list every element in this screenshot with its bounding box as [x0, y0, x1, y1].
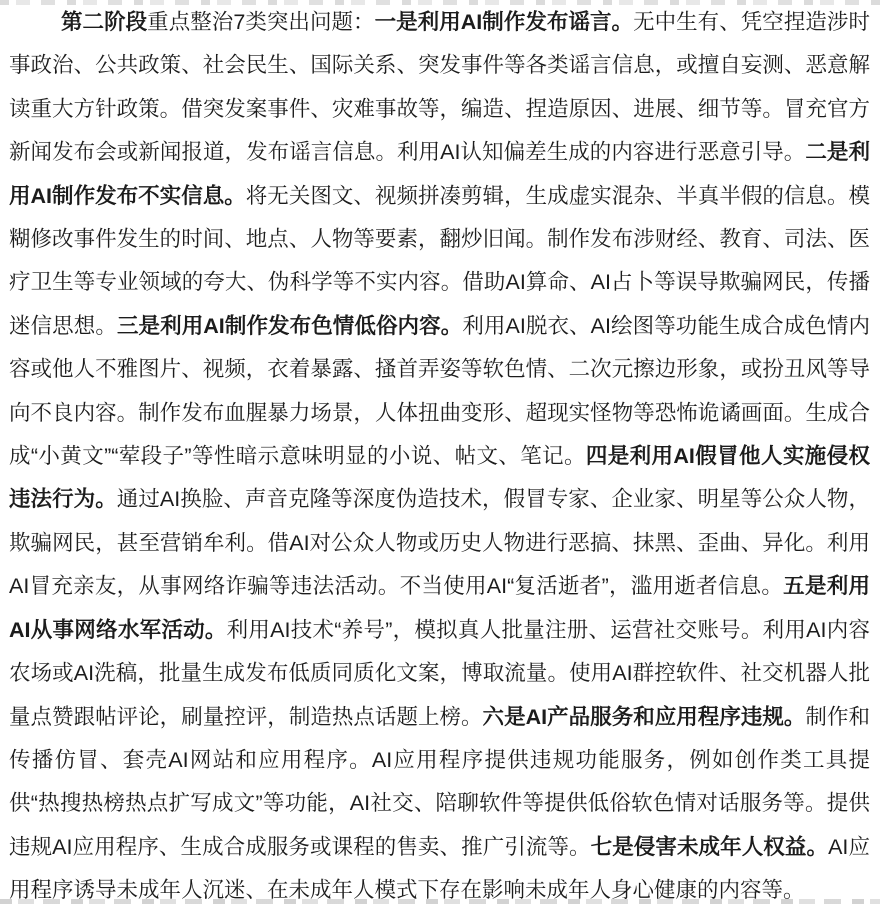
text-run: 通过AI换脸、声音克隆等深度伪造技术，假冒专家、企业家、明星等公众人物，欺骗网民，甚至营销牟利。借AI对公众人物或历史人物进行恶搞、抹黑、歪曲、异化。利用AI冒充亲友，从事网络诈骗等违法活动。不当使用AI“复活逝者”，滥用逝者信息。 [9, 487, 870, 599]
text-run: 重点整治7类突出问题： [147, 10, 375, 34]
text-run: 将无关图文、视频拼凑剪辑，生成虚实混杂、半真半假的信息。模糊修改事件发生的时间、地点、人物等要素，翻炒旧闻。制作发布涉财经、教育、司法、医疗卫生等专业领域的夸大、伪科学等不实内容。借助AI算命、AI占卜等误导欺骗网民，传播迷信思想。 [9, 183, 870, 338]
text-run-bold: 一是利用AI制作发布谣言。 [374, 10, 634, 34]
text-run-bold: 六是AI产品服务和应用程序违规。 [482, 704, 806, 729]
text-run-bold: 四是利用AI假冒他人实施侵权违法行为。 [9, 444, 870, 512]
text-run: 利用AI脱衣、AI绘图等功能生成合成色情内容或他人不雅图片、视频，衣着暴露、搔首弄姿等软色情、二次元擦边形象，或扮丑风等导向不良内容。制作发布血腥暴力场景，人体扭曲变形、超现实怪物等恐怖诡谲画面。生成合成“小黄文”“荤段子”等性暗示意味明显的小说、帖文、笔记。 [9, 313, 870, 469]
text-run-bold: 三是利用AI制作发布色情低俗内容。 [116, 313, 463, 338]
text-run: AI应用程序诱导未成年人沉迷、在未成年人模式下存在影响未成年人身心健康的内容等。 [9, 834, 870, 903]
text-run: 利用AI技术“养号”，模拟真人批量注册、运营社交账号。利用AI内容农场或AI洗稿，批量生成发布低质同质化文案，博取流量。使用AI群控软件、社交机器人批量点赞跟帖评论，刷量控评，制造热点话题上榜。 [9, 617, 870, 729]
text-run-bold: 五是利用AI从事网络水军活动。 [9, 574, 870, 642]
text-run: 无中生有、凭空捏造涉时事政治、公共政策、社会民生、国际关系、突发事件等各类谣言信息，或擅自妄测、恶意解读重大方针政策。借突发案事件、灾难事故等，编造、捏造原因、进展、细节等。冒充官方新闻发布会或新闻报道，发布谣言信息。利用AI认知偏差生成的内容进行恶意引导。 [9, 10, 870, 165]
text-run-bold: 二是利用AI制作发布不实信息。 [9, 140, 870, 208]
text-run-bold: 七是侵害未成年人权益。 [590, 834, 829, 859]
text-run: 制作和传播仿冒、套壳AI网站和应用程序。AI应用程序提供违规功能服务，例如创作类工具提供“热搜热榜热点扩写成文”等功能，AI社交、陪聊软件等提供低俗软色情对话服务等。提供违规AI应用程序、生成合成服务或课程的售卖、推广引流等。 [9, 704, 870, 859]
text-run-bold: 第二阶段 [61, 10, 148, 34]
